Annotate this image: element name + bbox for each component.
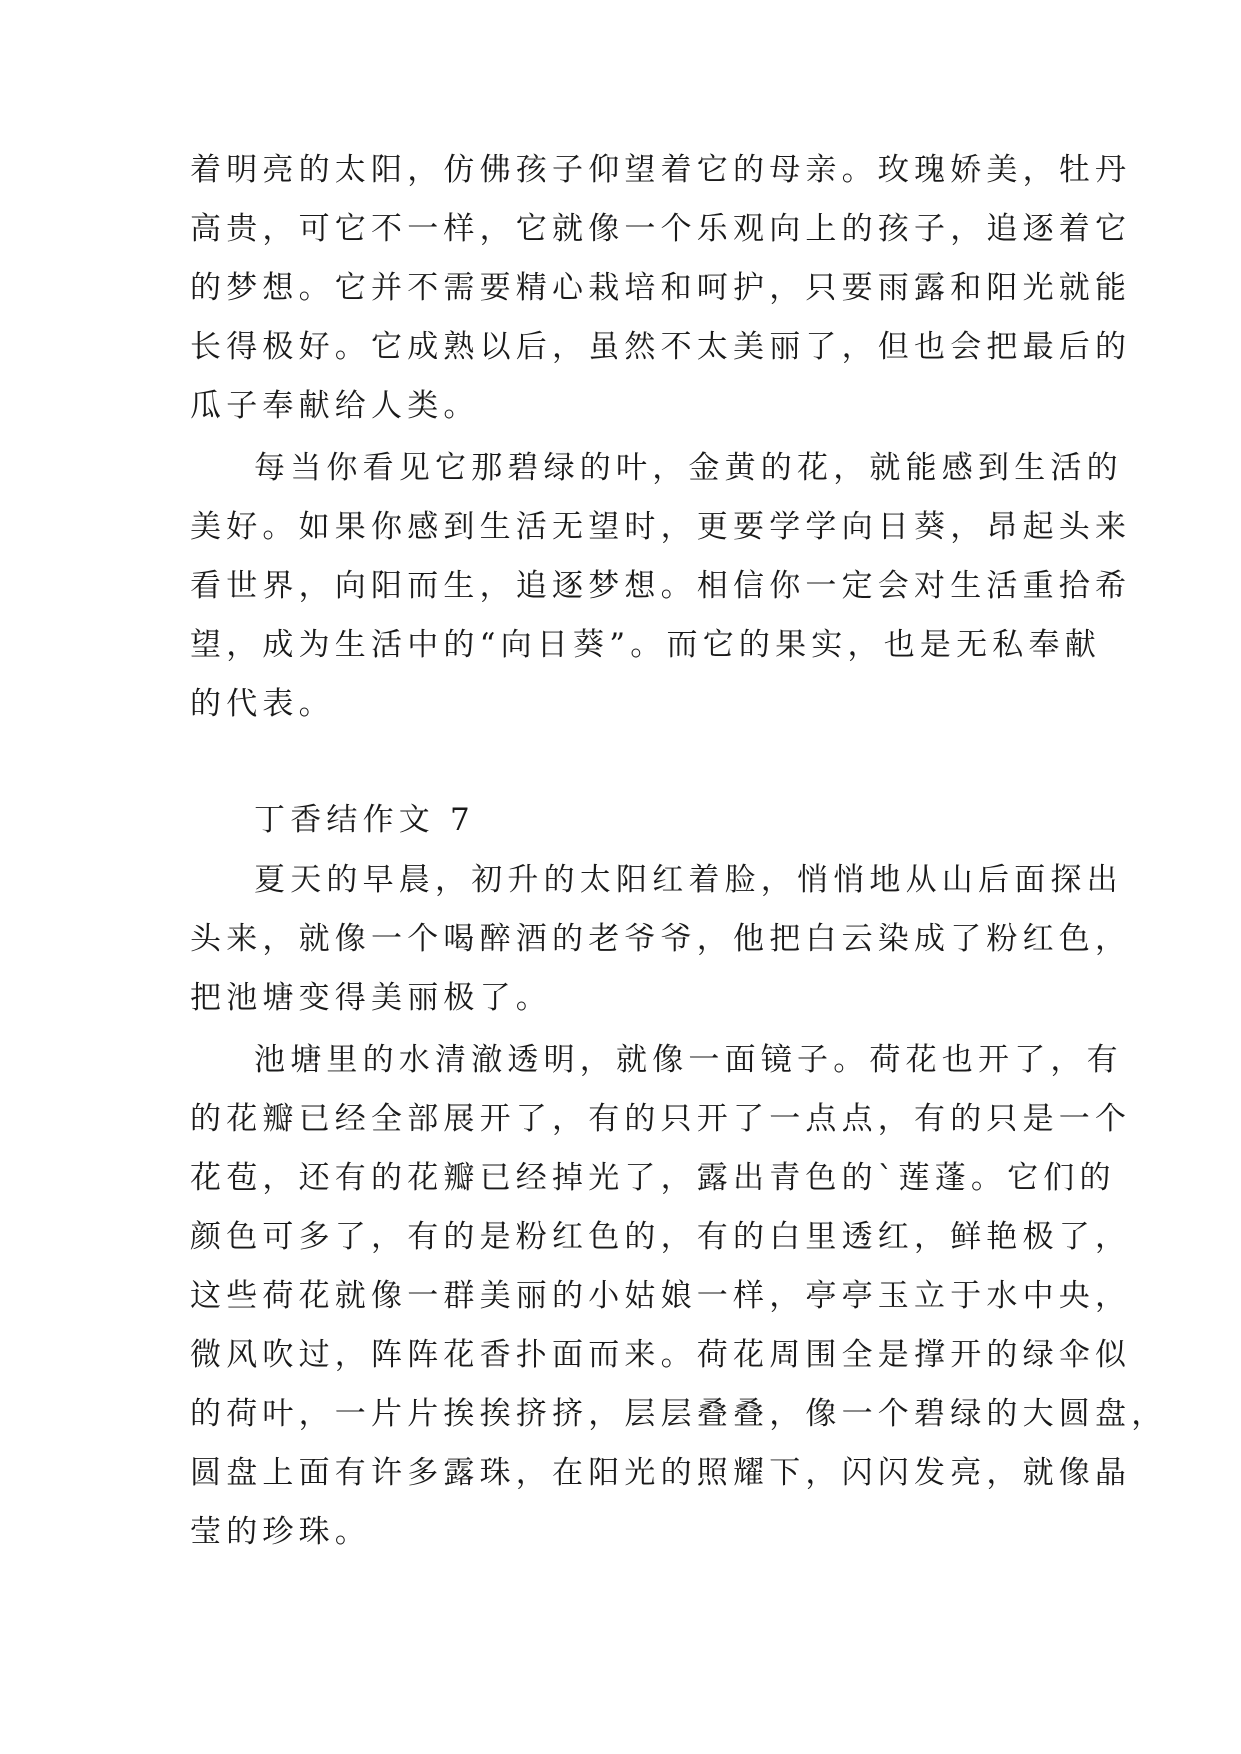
text-line: 圆盘上面有许多露珠，在阳光的照耀下，闪闪发亮，就像晶 <box>190 1455 1132 1491</box>
text-line: 头来，就像一个喝醉酒的老爷爷，他把白云染成了粉红色， <box>190 921 1132 957</box>
section-heading: 丁香结作文 7 <box>254 802 475 838</box>
text-line: 看世界，向阳而生，追逐梦想。相信你一定会对生活重拾希 <box>190 568 1132 604</box>
text-line: 着明亮的太阳，仿佛孩子仰望着它的母亲。玫瑰娇美，牡丹 <box>190 152 1132 188</box>
text-line: 的花瓣已经全部展开了，有的只开了一点点，有的只是一个 <box>190 1101 1132 1137</box>
text-line: 长得极好。它成熟以后，虽然不太美丽了，但也会把最后的 <box>190 329 1132 365</box>
text-line: 每当你看见它那碧绿的叶，金黄的花，就能感到生活的 <box>254 450 1123 486</box>
text-line: 的代表。 <box>190 686 335 722</box>
text-line: 把池塘变得美丽极了。 <box>190 980 552 1016</box>
text-line: 美好。如果你感到生活无望时，更要学学向日葵，昂起头来 <box>190 509 1132 545</box>
text-line: 的荷叶，一片片挨挨挤挤，层层叠叠，像一个碧绿的大圆盘， <box>190 1396 1168 1432</box>
text-line: 夏天的早晨，初升的太阳红着脸，悄悄地从山后面探出 <box>254 862 1123 898</box>
text-line: 花苞，还有的花瓣已经掉光了，露出青色的`莲蓬。它们的 <box>190 1160 1116 1196</box>
text-line: 望，成为生活中的“向日葵”。而它的果实，也是无私奉献 <box>190 627 1101 663</box>
text-line: 颜色可多了，有的是粉红色的，有的白里透红，鲜艳极了， <box>190 1219 1132 1255</box>
text-line: 莹的珍珠。 <box>190 1514 371 1550</box>
text-line: 瓜子奉献给人类。 <box>190 388 480 424</box>
text-line: 微风吹过，阵阵花香扑面而来。荷花周围全是撑开的绿伞似 <box>190 1337 1132 1373</box>
text-line: 池塘里的水清澈透明，就像一面镜子。荷花也开了，有 <box>254 1042 1123 1078</box>
text-line: 高贵，可它不一样，它就像一个乐观向上的孩子，追逐着它 <box>190 211 1132 247</box>
text-line: 的梦想。它并不需要精心栽培和呵护，只要雨露和阳光就能 <box>190 270 1132 306</box>
text-line: 这些荷花就像一群美丽的小姑娘一样，亭亭玉立于水中央， <box>190 1278 1132 1314</box>
